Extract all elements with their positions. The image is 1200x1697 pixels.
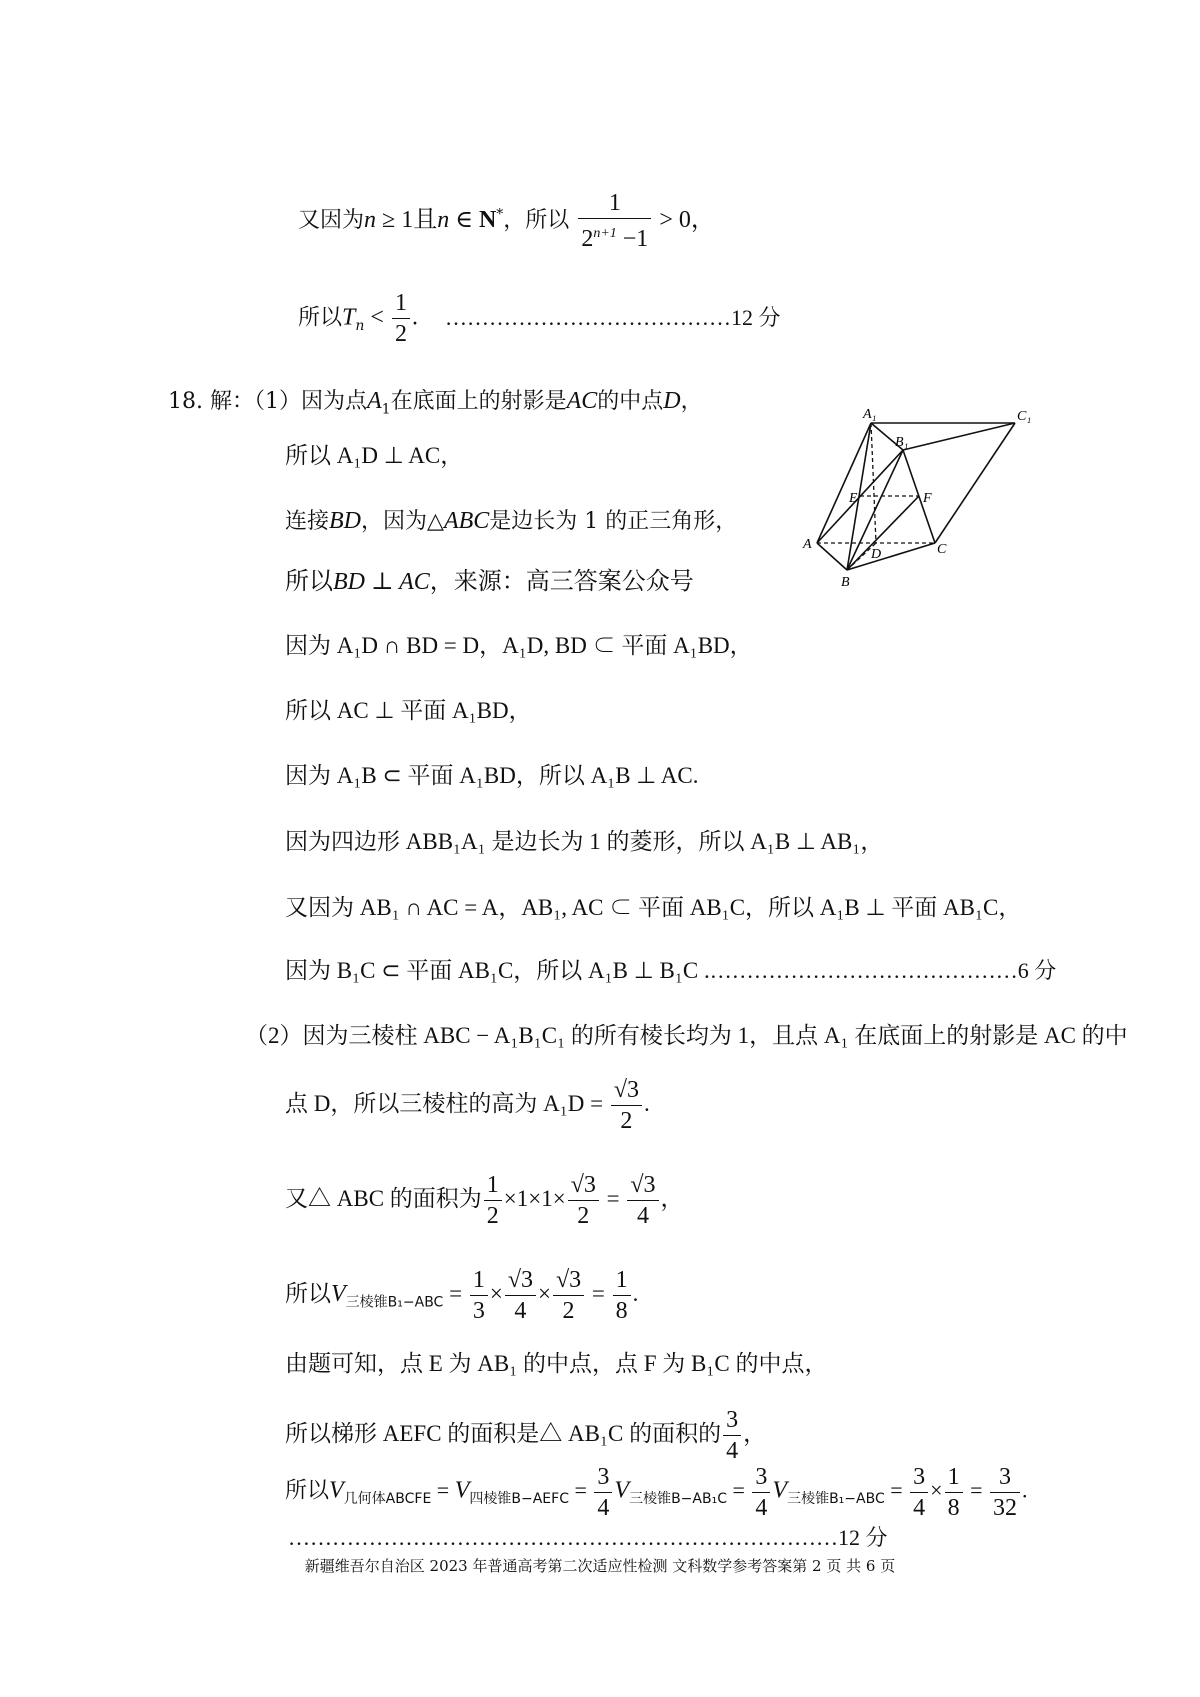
- line-volume: 所以$V_{三棱锥B_1-ABC}$ = $\frac{1}{3}$ × $\frac{√3}{4}$ × $\frac{√3}{2}$ = $\frac{1}{8}$ .: [285, 1267, 639, 1324]
- line-a1b-perp-plane: 又因为 AB₁ ∩ AC = A，AB₁, AC ⊂ 平面 AB₁C，所以 A₁B ⊥ 平面 AB₁C，: [285, 895, 1022, 920]
- line-a1b-perp-ac: 因为 A₁B ⊂ 平面 A₁BD，所以 A₁B ⊥ AC.: [285, 763, 699, 788]
- part2-start: （2）因为三棱柱 ABC − A₁B₁C₁ 的所有棱长均为 1，且点 A₁ 在底面上的射影是 AC 的中: [245, 1023, 1128, 1048]
- score-marker: …………………………………12 分: [444, 304, 781, 330]
- line-midpoints: 由题可知，点 E 为 AB₁ 的中点，点 F 为 B₁C 的中点，: [285, 1351, 828, 1376]
- line-n-condition: 又因为n ≥ 1且n ∈ N*，所以 $\frac{1}{2^{n+1} -1}$ > 0，: [298, 190, 715, 252]
- q18-part1-start: 18. 解：（1）因为点$A_1$在底面上的射影是AC的中点D，: [168, 388, 703, 418]
- fraction: $\frac{1}{2^{n+1} -1}$: [578, 188, 651, 254]
- edge-a-a1: [817, 423, 871, 543]
- label-a: A: [803, 537, 812, 552]
- line-final-volume: 所以$V_{几何体ABCFE} = V_{四棱锥B-AEFC}$ = $\frac{3}{4}$ $V_{三棱锥B-AB_1C}$ = $\frac{3}{4}$ $V_{三棱锥B_1-ABC}$ = $\frac{3}{4}$ × $\frac{1}{8}$ = $\frac{3}{32}$ .: [285, 1464, 1028, 1521]
- label-d: D: [871, 547, 882, 562]
- score-marker-final: …………………………………………………………………12 分: [288, 1525, 888, 1550]
- edge-b1-c1: [903, 423, 1015, 450]
- label-f: F: [923, 491, 932, 506]
- line-height: 点 D，所以三棱柱的高为 A₁D = $\frac{√3}{2}$ .: [285, 1077, 650, 1134]
- line-area: 又△ ABC 的面积为 $\frac{1}{2}$ ×1×1× $\frac{√3}{2}$ = $\frac{√3}{4}$ ，: [285, 1172, 684, 1229]
- label-c: C: [937, 542, 947, 557]
- line-rhombus: 因为四边形 ABB₁A₁ 是边长为 1 的菱形，所以 A₁B ⊥ AB₁，: [285, 829, 884, 854]
- prism-figure: [795, 408, 1035, 608]
- label-b1: B₁: [895, 435, 909, 450]
- label-e: E: [849, 491, 858, 506]
- score-marker: ……………………………………6 分: [709, 958, 1057, 983]
- page-footer: 新疆维吾尔自治区 2023 年普通高考第二次适应性检测 文科数学参考答案第 2 页 共 6 页: [304, 1557, 896, 1575]
- label-a1: A₁: [863, 408, 877, 422]
- line-bd-perp-ac: 所以BD ⊥ AC，来源：高三答案公众号: [285, 567, 694, 595]
- line-intersection: 因为 A₁D ∩ BD = D，A₁D, BD ⊂ 平面 A₁BD，: [285, 633, 753, 658]
- line-a1d-perp: 所以 A₁D ⊥ AC，: [285, 443, 464, 468]
- line-tn-conclusion: 所以$T_n$ < $\frac{1}{2}$ . …………………………………12 分: [298, 290, 781, 347]
- edge-c-c1: [935, 423, 1015, 543]
- line-connect-bd: 连接BD，因为△ABC是边长为 1 的正三角形，: [285, 508, 738, 534]
- label-c1: C₁: [1017, 409, 1032, 424]
- label-b: B: [841, 575, 850, 590]
- line-ac-perp-plane: 所以 AC ⊥ 平面 A₁BD，: [285, 698, 532, 723]
- edge-a-b: [817, 543, 847, 570]
- fraction: $\frac{1}{2}$: [392, 288, 410, 349]
- line-a1b-perp-b1c: 因为 B₁C ⊂ 平面 AB₁C，所以 A₁B ⊥ B₁C .……………………………………6 分: [285, 958, 1057, 983]
- line-trapezoid: 所以梯形 AEFC 的面积是△ AB₁C 的面积的 $\frac{3}{4}$ ，: [285, 1407, 767, 1464]
